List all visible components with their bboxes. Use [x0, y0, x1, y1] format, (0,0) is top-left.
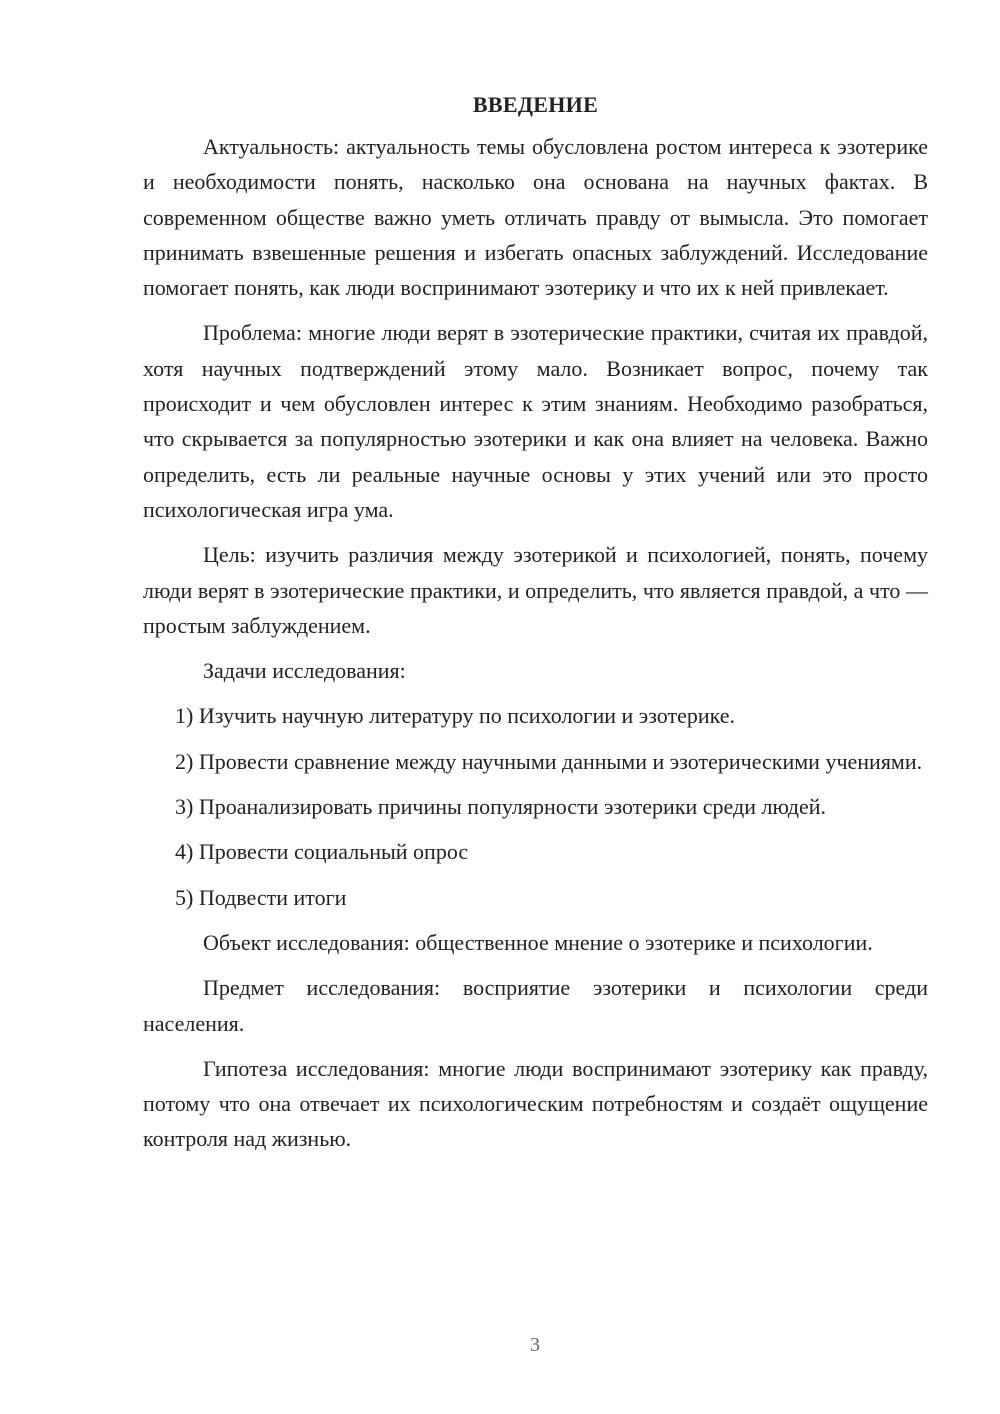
task-item: 3) Проанализировать причины популярности эзотерики среди людей.	[175, 794, 827, 820]
subject-paragraph: Предмет исследования: восприятие эзотерики и психологии среди населения.	[143, 975, 928, 1036]
hypothesis-paragraph: Гипотеза исследования: многие люди воспринимают эзотерику как правду, потому что она отвечает их психологическим потребностям и создаёт ощущение контроля над жизнью.	[143, 1055, 928, 1152]
task-item: 4) Провести социальный опрос	[175, 839, 469, 865]
relevance-paragraph: Актуальность: актуальность темы обусловлена ростом интереса к эзотерике и необходимости понять, насколько она основана на научных фактах. В современном обществе важно уметь отличать правду от вымысла. Это помогает принимать взвешенные решения и избегать опасных заблуждений. Исследование помогает понять, как люди воспринимают эзотерику и что их к ней привлекает.	[143, 134, 928, 301]
page-number: 3	[530, 1334, 540, 1356]
goal-paragraph: Цель: изучить различия между эзотерикой и психологией, понять, почему люди верят в эзотерические практики, и определить, что является правдой, а что — простым заблуждением.	[143, 542, 928, 638]
problem-paragraph: Проблема: многие люди верят в эзотерические практики, считая их правдой, хотя научных подтверждений этому мало. Возникает вопрос, почему так происходит и чем обусловлен интерес к этим знаниям. Необходимо разобраться, что скрывается за популярностью эзотерики и как она влияет на человека. Важно определить, есть ли реальные научные основы у этих учений или это просто психологическая игра ума.	[143, 320, 928, 522]
page-title: ВВЕДЕНИЕ	[472, 92, 599, 117]
task-item: 5) Подвести итоги	[175, 884, 347, 910]
object-paragraph: Объект исследования: общественное мнение о эзотерике и психологии.	[203, 929, 873, 955]
task-item: 2) Провести сравнение между научными данными и эзотерическими учениями.	[175, 748, 923, 774]
tasks-list	[143, 698, 928, 914]
task-item: 1) Изучить научную литературу по психологии и эзотерике.	[175, 703, 736, 729]
document-page	[143, 90, 928, 1167]
tasks-label: Задачи исследования:	[203, 658, 406, 684]
